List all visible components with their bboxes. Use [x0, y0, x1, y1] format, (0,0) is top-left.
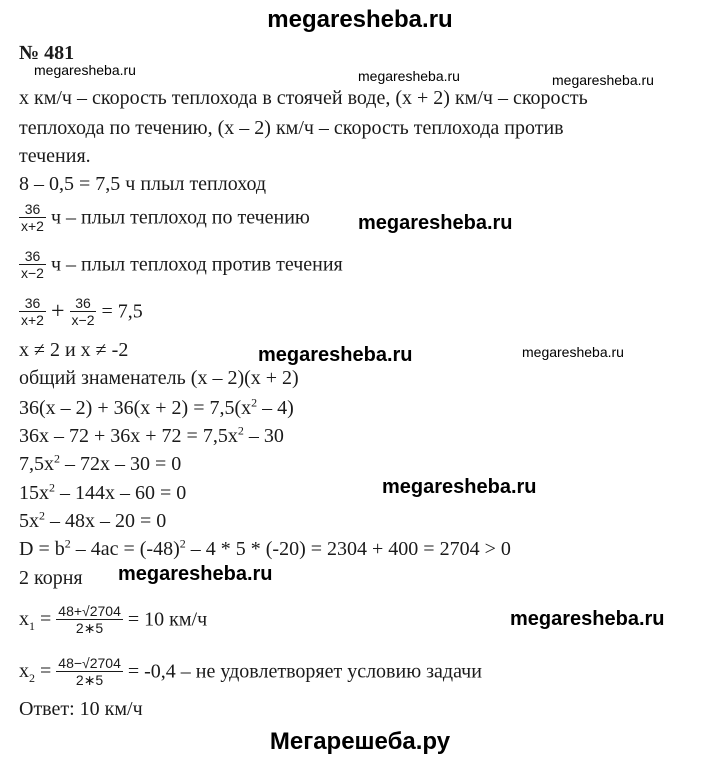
step-text: 7,5x: [19, 453, 54, 475]
fraction: [19, 248, 46, 281]
fraction: [70, 295, 97, 328]
subscript: 1: [29, 619, 35, 634]
roots-count: 2 корня: [19, 567, 83, 589]
step-5: [19, 509, 166, 533]
exponent: 2: [237, 423, 244, 438]
downstream-time-line: [19, 196, 310, 237]
footer-site-title: Мегарешеба.ру: [269, 728, 451, 755]
exponent: 2: [179, 536, 186, 551]
exponent: 2: [251, 395, 258, 410]
fraction-numerator: 36: [75, 294, 91, 311]
fraction-numerator: 48−√2704: [58, 654, 121, 671]
fraction-denominator: x−2: [21, 264, 44, 281]
watermark-small: megaresheba.ru: [522, 344, 624, 360]
step-1: [19, 396, 294, 420]
root-variable: $x_2$ =: [19, 660, 52, 686]
watermark-big: megaresheba.ru: [258, 344, 413, 366]
discriminant-line: [19, 537, 511, 561]
discriminant-text: – 4 * 5 * (-20) = 2304 + 400 = 2704 > 0: [185, 538, 511, 560]
watermark-big: megaresheba.ru: [118, 563, 273, 585]
fraction-numerator: 48+√2704: [58, 602, 121, 619]
step-text: – 30: [243, 425, 284, 447]
step-text: – 72x – 30 = 0: [60, 453, 182, 475]
step-text: – 4): [257, 397, 294, 419]
intro-line-3: течения.: [19, 145, 91, 167]
root-x1: [19, 596, 207, 641]
main-equation: [19, 290, 143, 331]
step-text: 36x – 72 + 36x + 72 = 7,5x: [19, 425, 238, 447]
watermark-big: megaresheba.ru: [382, 476, 537, 498]
step-text: – 48x – 20 = 0: [45, 510, 167, 532]
exponent: 2: [39, 508, 45, 523]
time-line: 8 – 0,5 = 7,5 ч плыл теплоход: [19, 173, 267, 195]
fraction-numerator: 36: [24, 200, 41, 217]
step-text: 36(x – 2) + 36(x + 2) = 7,5(x: [19, 397, 252, 419]
intro-line-2: теплохода по течению, (x – 2) км/ч – скорость теплохода против: [19, 117, 564, 139]
fraction: [56, 655, 123, 688]
fraction-numerator: 36: [24, 247, 41, 264]
step-text: 5x: [19, 510, 39, 532]
step-text: – 144x – 60 = 0: [55, 482, 187, 504]
watermark-small: megaresheba.ru: [34, 62, 136, 78]
answer: Ответ: 10 км/ч: [19, 698, 143, 720]
exponent: 2: [54, 451, 60, 466]
exponent: 2: [49, 480, 55, 495]
root-variable: $x_1$ =: [19, 608, 52, 634]
upstream-time-line: [19, 243, 343, 284]
step-2: [19, 424, 284, 448]
step-4: [19, 481, 186, 505]
watermark-big: megaresheba.ru: [358, 212, 513, 234]
root-x2: [19, 648, 482, 693]
subscript: 2: [29, 671, 35, 686]
upstream-time-text: ч – плыл теплоход против течения: [50, 253, 343, 276]
fraction: [56, 603, 123, 636]
header-site-title: megaresheba.ru: [267, 6, 453, 33]
equation-rhs: = 7,5: [101, 300, 143, 323]
domain-line: x ≠ 2 и x ≠ -2: [19, 339, 129, 361]
intro-line-1: x км/ч – скорость теплохода в стоячей воде, (x + 2) км/ч – скорость: [19, 87, 588, 109]
fraction: [19, 201, 46, 234]
fraction-denominator: x+2: [21, 311, 44, 328]
exponent: 2: [64, 536, 71, 551]
step-text: 15x: [19, 482, 49, 504]
discriminant-text: – 4ac = (-48): [70, 538, 180, 560]
root-result: = 10 км/ч: [127, 608, 208, 631]
fraction-denominator: x+2: [21, 217, 44, 234]
common-denominator-line: общий знаменатель (x – 2)(x + 2): [19, 367, 299, 389]
watermark-small: megaresheba.ru: [358, 68, 460, 84]
problem-number: № 481: [19, 42, 75, 64]
watermark-small: megaresheba.ru: [552, 72, 654, 88]
plus-sign: +: [50, 298, 65, 325]
watermark-big: megaresheba.ru: [510, 608, 665, 630]
fraction-denominator: x−2: [71, 311, 95, 328]
fraction-numerator: 36: [24, 294, 41, 311]
step-3: [19, 452, 181, 476]
fraction: [19, 295, 46, 328]
root-result: = -0,4 – не удовлетворяет условию задачи: [127, 660, 482, 683]
discriminant-text: D = b: [19, 538, 65, 560]
fraction-denominator: 2∗5: [56, 671, 123, 688]
downstream-time-text: ч – плыл теплоход по течению: [50, 206, 310, 229]
fraction-denominator: 2∗5: [56, 619, 123, 636]
